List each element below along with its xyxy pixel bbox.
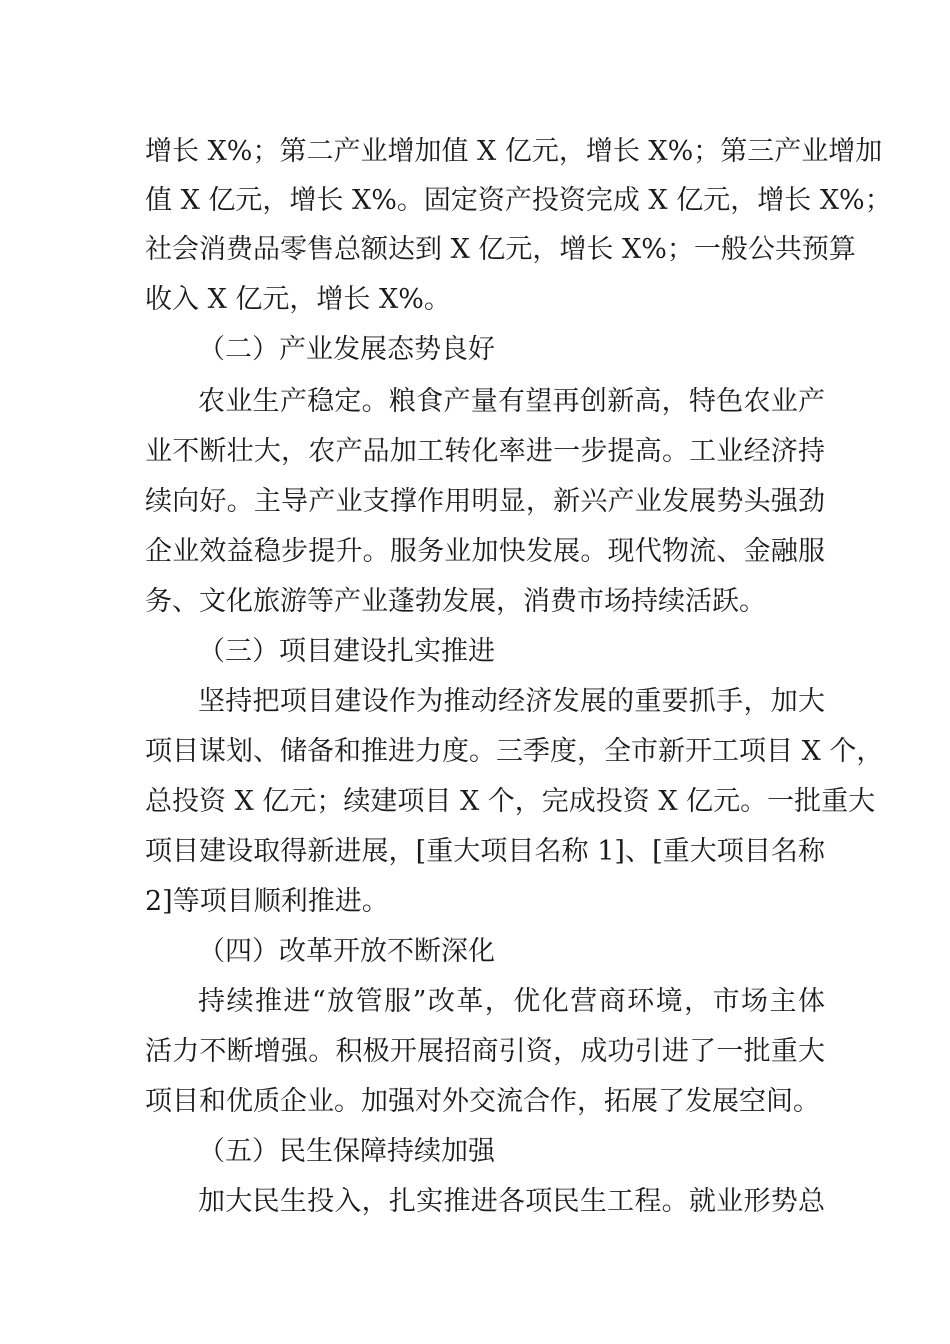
- text-line: 续向好。主导产业支撑作用明显，新兴产业发展势头强劲: [145, 486, 825, 517]
- text-line: 业不断壮大，农产品加工转化率进一步提高。工业经济持: [145, 436, 825, 467]
- text-line: 企业效益稳步提升。服务业加快发展。现代物流、金融服: [145, 536, 825, 567]
- section-heading-reform: （四）改革开放不断深化: [198, 936, 495, 967]
- text-line: 总投资 X 亿元；续建项目 X 个，完成投资 X 亿元。一批重大: [145, 786, 876, 817]
- section-heading-projects: （三）项目建设扎实推进: [198, 636, 495, 667]
- text-line: 农业生产稳定。粮食产量有望再创新高，特色农业产: [198, 386, 825, 417]
- text-line: 坚持把项目建设作为推动经济发展的重要抓手，加大: [198, 686, 825, 717]
- text-line: 加大民生投入，扎实推进各项民生工程。就业形势总: [198, 1186, 825, 1217]
- text-line: 2]等项目顺利推进。: [145, 886, 389, 917]
- text-line: 项目和优质企业。加强对外交流合作，拓展了发展空间。: [145, 1086, 820, 1117]
- text-line: 持续推进“放管服”改革，优化营商环境，市场主体: [198, 986, 825, 1017]
- text-line: 项目谋划、储备和推进力度。三季度，全市新开工项目 X 个，: [145, 736, 884, 767]
- section-heading-livelihood: （五）民生保障持续加强: [198, 1136, 495, 1167]
- text-line: 活力不断增强。积极开展招商引资，成功引进了一批重大: [145, 1036, 825, 1067]
- text-line: 社会消费品零售总额达到 X 亿元，增长 X%；一般公共预算: [145, 234, 856, 265]
- text-line: 值 X 亿元，增长 X%。固定资产投资完成 X 亿元，增长 X%；: [145, 185, 892, 216]
- text-line: 增长 X%；第二产业增加值 X 亿元，增长 X%；第三产业增加: [145, 136, 883, 167]
- section-heading-industry: （二）产业发展态势良好: [198, 334, 495, 365]
- text-line: 收入 X 亿元，增长 X%。: [145, 284, 451, 315]
- text-line: 项目建设取得新进展，[重大项目名称 1]、[重大项目名称: [145, 836, 825, 867]
- text-line: 务、文化旅游等产业蓬勃发展，消费市场持续活跃。: [145, 586, 766, 617]
